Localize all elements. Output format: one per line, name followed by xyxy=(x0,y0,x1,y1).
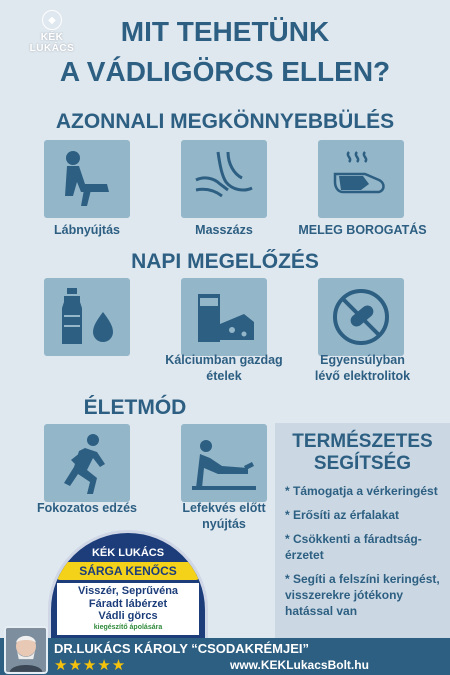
label-warm-compress: MELEG BOROGATÁS xyxy=(298,223,427,237)
label-electrolytes-line-2: lévő elektrolitok xyxy=(314,369,411,383)
label-electrolytes xyxy=(290,352,435,384)
label-electrolytes-line-1: Egyensúlyban xyxy=(320,353,405,367)
product-jar xyxy=(48,530,208,655)
label-bedtime-stretch xyxy=(160,500,288,532)
label-dairy-line-1: Kálciumban gazdag xyxy=(165,353,283,367)
warm-compress-icon xyxy=(318,140,404,218)
running-icon xyxy=(44,424,130,502)
avatar xyxy=(4,626,48,674)
natural-heading-line-2: SEGÍTSÉG xyxy=(313,453,412,474)
label-massage: Masszázs xyxy=(195,223,253,237)
leg-stretch-icon xyxy=(44,140,130,218)
product-name: SÁRGA KENŐCS xyxy=(57,562,199,580)
brand-name: KÉK LUKÁCS xyxy=(29,32,75,54)
no-pill-icon xyxy=(318,278,404,356)
page-title xyxy=(0,12,450,92)
natural-bullet: * Támogatja a vérkeringést xyxy=(285,484,438,498)
dairy-icon xyxy=(181,278,267,356)
natural-help-heading xyxy=(275,423,450,475)
drop-logo-icon: ◆ xyxy=(42,10,62,30)
label-dairy xyxy=(140,352,308,384)
label-running: Fokozatos edzés xyxy=(36,501,138,515)
product-brand: KÉK LUKÁCS xyxy=(91,547,165,559)
title-line-1: MIT TEHETÜNK xyxy=(120,16,330,47)
footer-bar xyxy=(0,638,450,675)
natural-help-panel xyxy=(275,423,450,638)
section-heading-lifestyle: ÉLETMÓD xyxy=(83,396,187,419)
natural-heading-line-1: TERMÉSZETES xyxy=(292,431,433,452)
massage-icon xyxy=(181,140,267,218)
natural-bullet: * Csökkenti a fáradtság-érzetet xyxy=(285,532,422,562)
product-line: Fáradt lábérzet xyxy=(88,597,168,610)
bedtime-stretch-icon xyxy=(181,424,267,502)
section-heading-immediate: AZONNALI MEGKÖNNYEBBÜLÉS xyxy=(55,110,395,133)
label-bedtime-line-2: nyújtás xyxy=(202,517,246,531)
footer-url[interactable]: www.KEKLukacsBolt.hu xyxy=(230,658,369,672)
title-line-2: A VÁDLIGÖRCS ELLEN? xyxy=(59,56,391,87)
natural-bullet: * Segíti a felszíni keringést, visszerekre jótékony hatással van xyxy=(285,572,440,618)
label-dairy-line-2: ételek xyxy=(206,369,242,383)
rating-stars-icon: ★★★★★ xyxy=(54,657,127,674)
label-leg-stretch: Lábnyújtás xyxy=(54,223,120,237)
product-line: Visszér, Seprűvéna xyxy=(77,585,179,597)
natural-help-list xyxy=(275,475,450,619)
product-small-text: kiegészítő ápolására xyxy=(93,623,163,631)
label-bedtime-line-1: Lefekvés előtt xyxy=(182,501,266,515)
section-heading-prevention: NAPI MEGELŐZÉS xyxy=(131,250,319,273)
footer-name: DR.LUKÁCS KÁROLY “CSODAKRÉMJEI” xyxy=(54,641,309,656)
hydration-icon xyxy=(44,278,130,356)
product-label xyxy=(57,583,199,635)
natural-bullet: * Erősíti az érfalakat xyxy=(285,508,400,522)
product-line: Vádli görcs xyxy=(98,610,158,622)
